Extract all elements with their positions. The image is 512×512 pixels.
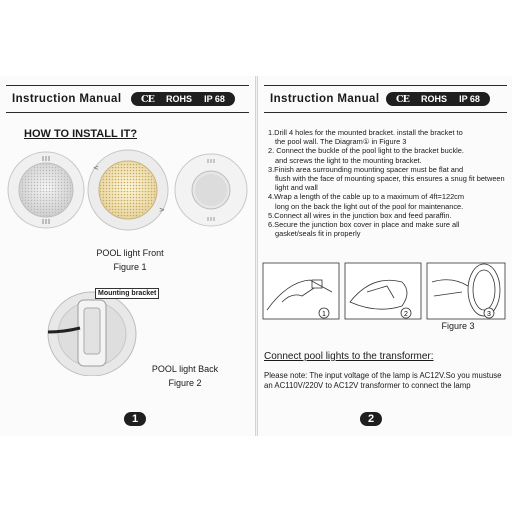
step-text: 4.Wrap a length of the cable up to a maximum of 4ft=122cm — [268, 192, 465, 202]
header-rule-top — [264, 85, 507, 86]
diagram-1 — [263, 263, 339, 319]
right-page — [257, 76, 512, 436]
svg-text:<: < — [93, 164, 99, 172]
voltage-note: Please note: The input voltage of the lamp is AC12V.So you mustuse an AC110V/220V to AC12V transformer to connect the lamp — [264, 371, 502, 390]
ip-rating: IP 68 — [204, 94, 225, 104]
mounting-bracket-label: Mounting bracket — [95, 288, 159, 299]
header-rule-bottom — [6, 112, 249, 113]
figure3-diagrams — [262, 262, 508, 330]
ce-mark: CE — [141, 93, 154, 105]
page-number-right: 2 — [360, 412, 382, 426]
back-caption: POOL light Back — [151, 364, 219, 374]
header-title: Instruction Manual — [270, 93, 380, 105]
step-text: flush with the face of mounting spacer, this ensures a snug fit between light and wall — [275, 174, 505, 193]
light-white-front — [8, 152, 84, 228]
header-rule-bottom — [264, 112, 507, 113]
step-item — [268, 128, 506, 146]
header-title: Instruction Manual — [12, 93, 122, 105]
install-heading: HOW TO INSTALL IT? — [24, 128, 138, 140]
step-item — [268, 146, 506, 164]
ip-rating: IP 68 — [459, 94, 480, 104]
step-text: 6.Secure the junction box cover in place and make sure all — [268, 220, 460, 230]
figure1-lights — [6, 148, 250, 232]
step-item — [268, 211, 506, 220]
rohs-mark: ROHS — [420, 94, 447, 104]
light-warm-front — [88, 150, 168, 230]
step-item — [268, 220, 506, 238]
svg-text:>: > — [159, 206, 165, 214]
diagram-number-2: 2 — [404, 311, 408, 318]
ce-mark: CE — [396, 93, 409, 105]
step-item — [268, 165, 506, 193]
front-caption: POOL light Front — [96, 248, 164, 258]
figure2-back-view — [44, 288, 140, 376]
step-text: long on the back the light out of the pool for maintenance. — [275, 201, 464, 211]
certification-badge — [131, 92, 235, 106]
install-steps — [268, 128, 506, 238]
rohs-mark: ROHS — [165, 94, 192, 104]
step-text: 3.Finish area surrounding mounting spacer must be flat and — [268, 164, 464, 174]
light-plain-front — [175, 154, 247, 226]
page-number-left: 1 — [124, 412, 146, 426]
diagram-2 — [345, 263, 421, 319]
step-text: 2. Connect the buckle of the pool light to the bracket buckle. — [268, 146, 464, 156]
diagram-number-1: 1 — [322, 311, 326, 318]
figure3-caption: Figure 3 — [441, 321, 475, 331]
step-text: the pool wall. The Diagram① in Figure 3 — [275, 137, 407, 147]
certification-badge — [386, 92, 490, 106]
diagram-3 — [427, 263, 505, 319]
step-text: 1.Drill 4 holes for the mounted bracket. install the bracket to — [268, 128, 463, 137]
step-text: gasket/seals fit in properly — [275, 229, 361, 239]
left-page — [0, 76, 256, 436]
figure1-caption: Figure 1 — [113, 262, 147, 272]
step-item — [268, 192, 506, 210]
step-text: and screws the light to the mounting bracket. — [275, 155, 422, 165]
step-text: 5.Connect all wires in the junction box and feed paraffin. — [268, 210, 452, 220]
diagram-number-3: 3 — [487, 311, 491, 318]
header-rule-top — [6, 85, 249, 86]
figure2-caption: Figure 2 — [168, 378, 202, 388]
connect-heading: Connect pool lights to the transformer: — [264, 351, 434, 362]
